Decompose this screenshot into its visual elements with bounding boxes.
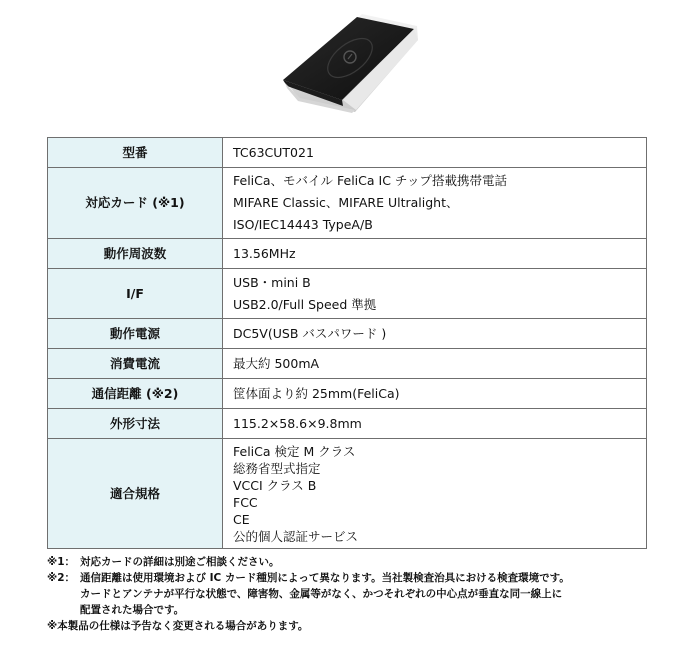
spec-value: FeliCa 検定 M クラス 総務省型式指定 VCCI クラス B FCC CE 公的個人認証サービス <box>223 439 647 549</box>
spec-value: TC63CUT021 <box>223 138 647 168</box>
spec-row-current <box>48 349 647 379</box>
spec-row-interface <box>48 269 647 319</box>
spec-label: I/F <box>48 269 223 319</box>
spec-table <box>47 137 647 549</box>
spec-row-frequency <box>48 239 647 269</box>
footnote-text: 配置された場合です。 <box>80 604 185 616</box>
footnotes <box>47 554 687 634</box>
spec-label: 消費電流 <box>48 349 223 379</box>
spec-label: 動作周波数 <box>48 239 223 269</box>
footnote-text: カードとアンテナが平行な状態で、障害物、金属等がなく、かつそれぞれの中心点が垂直な同一線上に <box>80 588 563 600</box>
footnote-mark: ※2： <box>47 572 76 584</box>
spec-value: 13.56MHz <box>223 239 647 269</box>
footnote-2-continued <box>47 602 687 618</box>
spec-value: DC5V(USB バスパワード ) <box>223 319 647 349</box>
footnote-3 <box>47 618 687 634</box>
footnote-text: 対応カードの詳細は別途ご相談ください。 <box>80 556 280 568</box>
footnote-text: 通信距離は使用環境および IC カード種別によって異なります。当社製検査治具における検査環境です。 <box>80 572 570 584</box>
spec-row-standards <box>48 439 647 549</box>
footnote-2 <box>47 570 687 586</box>
card-reader-product-image <box>0 0 700 128</box>
spec-value: 115.2×58.6×9.8mm <box>223 409 647 439</box>
spec-label: 動作電源 <box>48 319 223 349</box>
spec-row-model <box>48 138 647 168</box>
spec-row-range <box>48 379 647 409</box>
footnote-mark: ※1： <box>47 556 76 568</box>
spec-label: 型番 <box>48 138 223 168</box>
spec-row-power <box>48 319 647 349</box>
spec-label: 通信距離 (※2) <box>48 379 223 409</box>
footnote-text: ※本製品の仕様は予告なく変更される場合があります。 <box>47 620 309 632</box>
footnote-2-continued <box>47 586 687 602</box>
spec-value: 最大約 500mA <box>223 349 647 379</box>
spec-label: 対応カード (※1) <box>48 168 223 239</box>
spec-value: 筐体面より約 25mm(FeliCa) <box>223 379 647 409</box>
footnote-1 <box>47 554 687 570</box>
spec-row-supported-cards <box>48 168 647 239</box>
spec-value: USB・mini B USB2.0/Full Speed 準拠 <box>223 269 647 319</box>
spec-value: FeliCa、モバイル FeliCa IC チップ搭載携帯電話 MIFARE Classic、MIFARE Ultralight、 ISO/IEC14443 TypeA/B <box>223 168 647 239</box>
spec-label: 適合規格 <box>48 439 223 549</box>
spec-row-dimensions <box>48 409 647 439</box>
spec-label: 外形寸法 <box>48 409 223 439</box>
